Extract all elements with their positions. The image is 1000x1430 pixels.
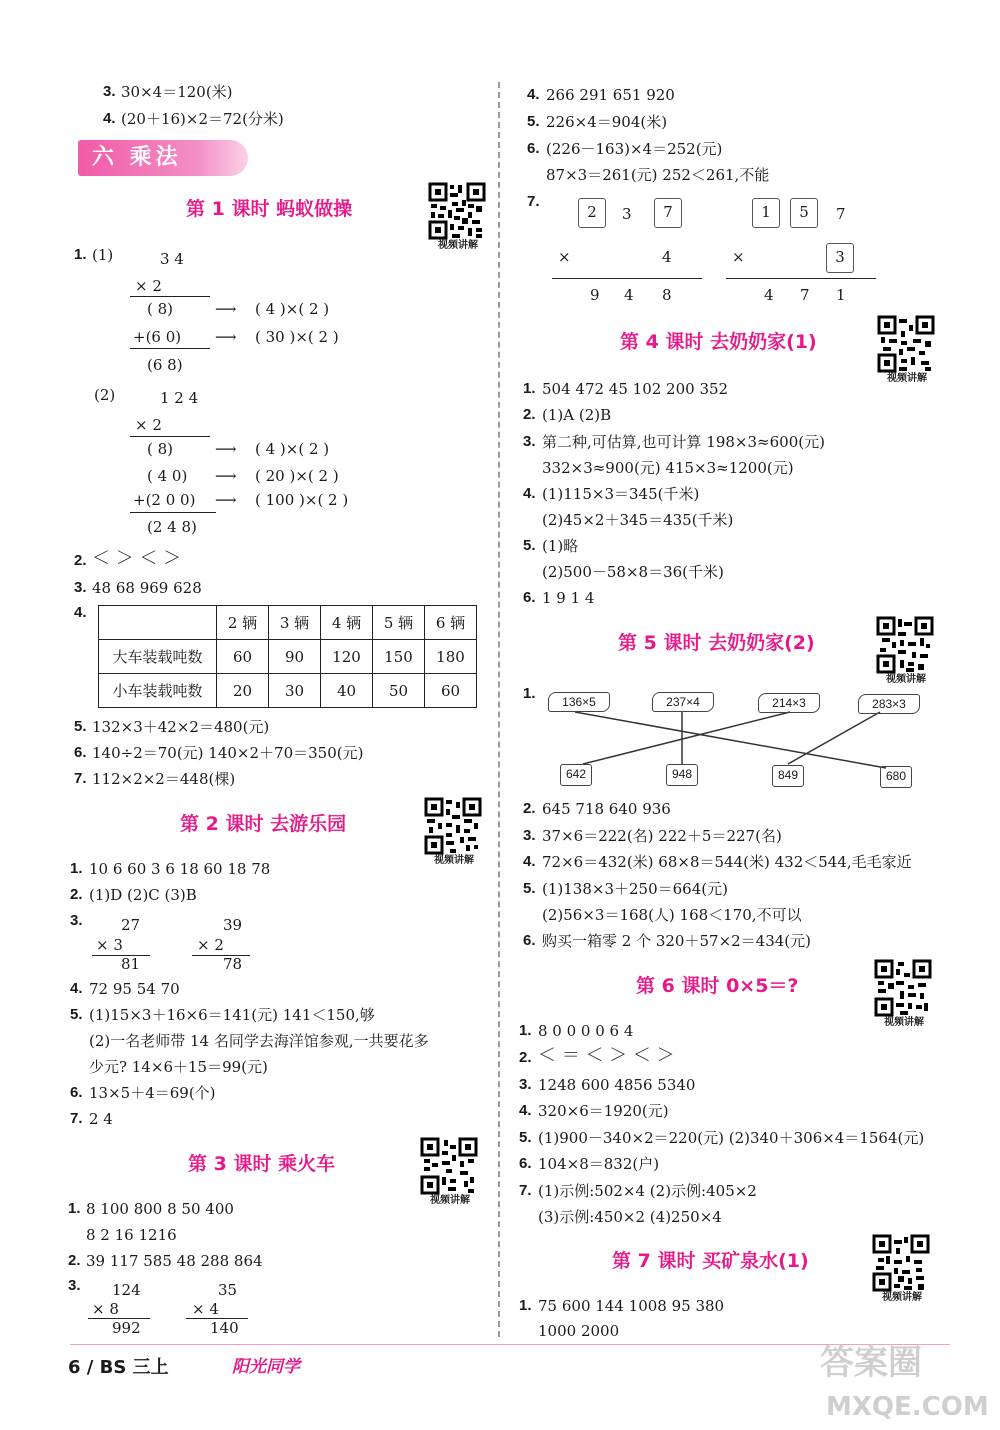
item-number: 4. (74, 604, 87, 621)
watermark: 答案圈 (820, 1343, 922, 1383)
answer-text: 1248 600 4856 5340 (538, 1076, 696, 1094)
item-number: 6. (70, 1084, 83, 1101)
item-number: 3. (70, 912, 83, 929)
times-sign: × (732, 248, 745, 266)
calc-line (130, 348, 210, 349)
digit: 4 (764, 286, 774, 304)
match-expression[interactable]: 214×3 (758, 693, 820, 713)
arrow-icon: ⟶ (215, 467, 237, 485)
table-cell: 40 (321, 674, 373, 708)
answer-text: (1)D (2)C (3)B (89, 886, 197, 904)
answer-text: 少元? 14×6＋15＝99(元) (89, 1058, 268, 1076)
arrow-icon: ⟶ (215, 491, 237, 509)
table-cell: 150 (373, 640, 425, 674)
digit: 8 (662, 286, 672, 304)
lesson-title-3: 第 3 课时 乘火车 (188, 1153, 336, 1175)
answer-text: 13×5＋4＝69(个) (89, 1084, 216, 1102)
answer-text: 8 2 16 1216 (86, 1226, 177, 1244)
item-number: 5. (523, 880, 536, 897)
answer-text: 226×4＝904(米) (546, 113, 668, 131)
answer-text: 140÷2＝70(元) 140×2＋70＝350(元) (92, 744, 364, 762)
qr-caption: 视频讲解 (430, 1195, 470, 1206)
answer-text: (2)500－58×8＝36(千米) (542, 563, 724, 581)
digit-box: 2 (578, 198, 606, 228)
qr-code-icon (424, 797, 482, 855)
vertical-calc-row: 1 2 4 (160, 389, 199, 407)
answer-text: 37×6＝222(名) 222＋5＝227(名) (542, 827, 782, 845)
table-cell: 180 (425, 640, 477, 674)
calc-line (130, 436, 210, 437)
decomposition: ( 4 )×( 2 ) (255, 300, 330, 318)
brand-logo: 阳光同学 (232, 1357, 300, 1377)
vertical-calc-row: (6 8) (147, 356, 183, 374)
arrow-icon: ⟶ (215, 328, 237, 346)
answer-text: (1)900－340×2＝220(元) (2)340＋306×4＝1564(元) (538, 1129, 925, 1147)
item-number: 1. (70, 860, 83, 877)
item-number: 6. (523, 589, 536, 606)
answer-text: (3)示例:450×2 (4)250×4 (538, 1208, 722, 1226)
item-number: 3. (74, 579, 87, 596)
answer-text: 39 117 585 48 288 864 (86, 1252, 263, 1270)
lesson-title-1: 第 1 课时 蚂蚁做操 (186, 198, 353, 220)
answer-text: 2 4 (89, 1110, 113, 1128)
vertical-calc-row: × 8 (92, 1300, 119, 1318)
table-header: 3 辆 (269, 606, 321, 640)
answer-text: 1 9 1 4 (542, 589, 595, 607)
item-number: 4. (70, 980, 83, 997)
answer-text: 8 0 0 0 0 6 4 (538, 1022, 634, 1040)
answer-text: 30×4＝120(米) (121, 83, 233, 101)
item-number: 6. (523, 932, 536, 949)
qr-code[interactable] (428, 182, 488, 254)
item-number: 4. (527, 86, 540, 103)
decomposition: ( 100 )×( 2 ) (255, 491, 349, 509)
decomposition: ( 20 )×( 2 ) (255, 467, 339, 485)
qr-code[interactable] (872, 1234, 932, 1306)
answer-text: (20＋16)×2＝72(分米) (121, 110, 284, 128)
answer-text: (2)一名老师带 14 名同学去海洋馆参观,一共要花多 (89, 1032, 429, 1050)
answer-text: (1)115×3＝345(千米) (542, 485, 700, 503)
vertical-calc-row: ( 8) (147, 300, 174, 318)
match-expression[interactable]: 136×5 (548, 692, 610, 712)
decomposition: ( 30 )×( 2 ) (255, 328, 339, 346)
vertical-calc-row: 3 4 (160, 250, 184, 268)
item-number: 3. (523, 827, 536, 844)
vertical-calc-row: 27 (121, 916, 141, 934)
times-sign: × (558, 248, 571, 266)
calc-line (552, 278, 702, 279)
vertical-calc-row: × 3 (96, 936, 123, 954)
digit-box: 1 (752, 198, 780, 228)
answer-text: 72 95 54 70 (89, 980, 180, 998)
answer-text: (2)45×2＋345＝435(千米) (542, 511, 734, 529)
item-number: 4. (523, 853, 536, 870)
qr-code-icon (428, 182, 486, 240)
item-number: 1. (523, 380, 536, 397)
item-number: 5. (519, 1129, 532, 1146)
answer-text: 购买一箱零 2 个 320＋57×2＝434(元) (542, 932, 812, 950)
answer-text: 320×6＝1920(元) (538, 1102, 669, 1120)
qr-caption: 视频讲解 (882, 1292, 922, 1303)
lesson-title-4: 第 4 课时 去奶奶家(1) (620, 331, 817, 353)
vertical-calc-row: 39 (223, 916, 243, 934)
answer-text: 8 100 800 8 50 400 (86, 1200, 234, 1218)
digit: 9 (590, 286, 600, 304)
qr-code-icon (877, 315, 935, 373)
answer-text: 72×6＝432(米) 68×8＝544(米) 432＜544,毛毛家近 (542, 853, 912, 871)
item-number: 1. (68, 1200, 81, 1217)
digit: 4 (624, 286, 634, 304)
item-number: 7. (74, 770, 87, 787)
item-number: 6. (74, 744, 87, 761)
item-number: 2. (68, 1252, 81, 1269)
answer-text: (1)示例:502×4 (2)示例:405×2 (538, 1182, 757, 1200)
calc-line (130, 296, 210, 297)
match-answer[interactable]: 680 (880, 766, 912, 788)
answer-text: (1)略 (542, 537, 579, 555)
vertical-calc-row: ( 8) (147, 440, 174, 458)
table-row (99, 674, 477, 708)
item-number: 4. (519, 1102, 532, 1119)
sub-label: (2) (94, 386, 116, 404)
qr-caption: 视频讲解 (884, 1017, 924, 1028)
answer-text: (2)56×3＝168(人) 168＜170,不可以 (542, 906, 802, 924)
item-number: 1. (523, 685, 536, 702)
chapter-heading: 六 乘法 (78, 140, 248, 176)
answer-text: 504 472 45 102 200 352 (542, 380, 729, 398)
item-number: 2. (523, 800, 536, 817)
qr-code[interactable] (874, 959, 934, 1031)
digit: 1 (836, 286, 846, 304)
decomposition: ( 4 )×( 2 ) (255, 440, 330, 458)
digit: 7 (800, 286, 810, 304)
table-row (99, 606, 477, 640)
qr-code[interactable] (877, 315, 937, 387)
calc-line (130, 512, 216, 513)
vertical-calc-row: ( 4 0) (147, 467, 188, 485)
watermark-url: MXQE.COM (826, 1392, 989, 1422)
table-cell: 60 (425, 674, 477, 708)
calc-line (726, 278, 876, 279)
lesson-title-7: 第 7 课时 买矿泉水(1) (612, 1250, 809, 1272)
footer-rule (70, 1344, 950, 1345)
digit-box: 7 (654, 198, 682, 228)
digit-box: 3 (826, 243, 854, 273)
item-number: 7. (519, 1182, 532, 1199)
item-number: 2. (70, 886, 83, 903)
arrow-icon: ⟶ (215, 300, 237, 318)
item-number: 1. (519, 1022, 532, 1039)
item-number: 5. (74, 718, 87, 735)
answer-text: 第二种,可估算,也可计算 198×3≈600(元) (542, 433, 825, 451)
item-number: 5. (70, 1006, 83, 1023)
item-number: 6. (519, 1155, 532, 1172)
match-answer[interactable]: 948 (666, 764, 698, 786)
lesson-title-5: 第 5 课时 去奶奶家(2) (618, 632, 815, 654)
vertical-calc-row: (2 4 8) (147, 518, 197, 536)
lesson-title-6: 第 6 课时 0×5＝? (636, 975, 799, 997)
vertical-calc-row: 124 (112, 1281, 141, 1299)
table-cell: 20 (217, 674, 269, 708)
vertical-calc-row: 35 (218, 1281, 238, 1299)
answer-text: 75 600 144 1008 95 380 (538, 1297, 725, 1315)
table-header: 5 辆 (373, 606, 425, 640)
vertical-calc-row: 992 (112, 1319, 141, 1337)
digit-box: 5 (790, 198, 818, 228)
qr-code-icon (420, 1137, 478, 1195)
table-cell: 60 (217, 640, 269, 674)
item-number: 7. (70, 1110, 83, 1127)
vertical-calc-row: 78 (223, 955, 243, 973)
match-expression[interactable]: 237×4 (652, 692, 714, 712)
qr-code[interactable] (424, 797, 484, 869)
answer-text: 10 6 60 3 6 18 60 18 78 (89, 860, 271, 878)
table-cell: 30 (269, 674, 321, 708)
item-number: 2. (523, 406, 536, 423)
vertical-calc-row: × 4 (192, 1300, 219, 1318)
vertical-calc-row: +(2 0 0) (133, 491, 196, 509)
page-footer: 6 / BS 三上 (68, 1357, 169, 1378)
item-number: 7. (527, 193, 540, 210)
answer-text: 87×3＝261(元) 252＜261,不能 (546, 166, 770, 184)
match-answer[interactable]: 849 (772, 765, 804, 787)
qr-caption: 视频讲解 (434, 855, 474, 866)
vertical-calc-row: 81 (121, 955, 141, 973)
sub-label: (1) (92, 246, 114, 264)
table-header: 2 辆 (217, 606, 269, 640)
table-cell: 50 (373, 674, 425, 708)
item-number: 4. (523, 485, 536, 502)
arrow-icon: ⟶ (215, 440, 237, 458)
answer-text: ＜ ＞ ＜ ＞ (92, 548, 182, 569)
answer-text: ＜ ＝ ＜ ＞ ＜ ＞ (538, 1045, 675, 1066)
answer-text: 112×2×2＝448(棵) (92, 770, 236, 788)
match-answer[interactable]: 642 (560, 764, 592, 786)
item-number: 3. (68, 1277, 81, 1294)
answer-text: 132×3＋42×2＝480(元) (92, 718, 270, 736)
answer-text: 332×3≈900(元) 415×3≈1200(元) (542, 459, 794, 477)
answer-text: 266 291 651 920 (546, 86, 675, 104)
lesson-title-2: 第 2 课时 去游乐园 (180, 813, 347, 835)
qr-code[interactable] (420, 1137, 480, 1209)
truck-load-table (98, 605, 477, 708)
digit: 3 (622, 205, 632, 223)
vertical-calc-row: 140 (210, 1319, 239, 1337)
answer-text: (1)A (2)B (542, 406, 612, 424)
item-number: 5. (523, 537, 536, 554)
qr-code-icon (876, 616, 934, 674)
answer-text: (1)138×3＋250＝664(元) (542, 880, 728, 898)
vertical-calc-row: × 2 (197, 936, 224, 954)
vertical-calc-row: × 2 (135, 277, 162, 295)
answer-text: 48 68 969 628 (92, 579, 202, 597)
item-number: 1. (74, 246, 87, 263)
item-number: 1. (519, 1297, 532, 1314)
answer-text: (226－163)×4＝252(元) (546, 140, 723, 158)
qr-code-icon (872, 1234, 930, 1292)
qr-caption: 视频讲解 (887, 373, 927, 384)
vertical-calc-row: +(6 0) (133, 328, 182, 346)
digit: 4 (662, 248, 672, 266)
vertical-calc-row: × 2 (135, 416, 162, 434)
qr-caption: 视频讲解 (438, 240, 478, 251)
column-divider (498, 82, 500, 1337)
item-number: 3. (103, 83, 116, 100)
table-header: 4 辆 (321, 606, 373, 640)
item-number: 2. (519, 1049, 532, 1066)
item-number: 6. (527, 140, 540, 157)
row-label: 大车装载吨数 (99, 640, 217, 674)
answer-text: 104×8＝832(户) (538, 1155, 660, 1173)
answer-text: 645 718 640 936 (542, 800, 671, 818)
item-number: 5. (527, 113, 540, 130)
digit: 7 (836, 205, 846, 223)
answer-text: 1000 2000 (538, 1322, 620, 1340)
item-number: 3. (523, 433, 536, 450)
item-number: 4. (103, 110, 116, 127)
row-label: 小车装载吨数 (99, 674, 217, 708)
answer-text: (1)15×3＋16×6＝141(元) 141＜150,够 (89, 1006, 375, 1024)
item-number: 3. (519, 1076, 532, 1093)
table-cell: 90 (269, 640, 321, 674)
table-cell: 120 (321, 640, 373, 674)
qr-caption: 视频讲解 (886, 674, 926, 685)
table-row (99, 640, 477, 674)
qr-code[interactable] (876, 616, 936, 688)
item-number: 2. (74, 552, 87, 569)
match-expression[interactable]: 283×3 (858, 694, 920, 714)
qr-code-icon (874, 959, 932, 1017)
table-header: 6 辆 (425, 606, 477, 640)
